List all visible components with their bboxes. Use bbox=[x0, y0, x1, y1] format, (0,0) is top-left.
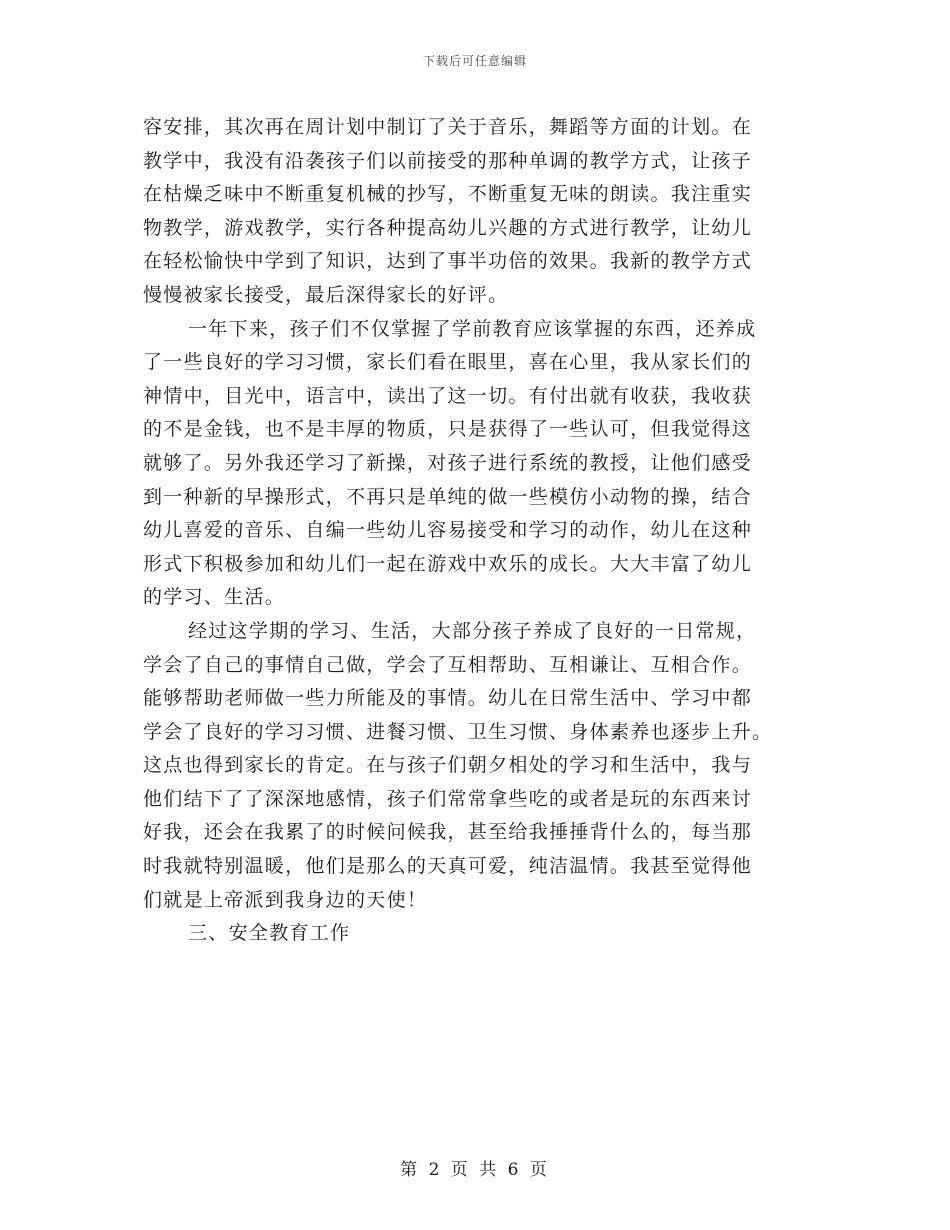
text-line: 们就是上帝派到我身边的天使！ bbox=[143, 888, 428, 911]
text-line: 经过这学期的学习、生活，大部分孩子养成了良好的一日常规， bbox=[188, 619, 757, 642]
text-line: 在枯燥乏味中不断重复机械的抄写，不断重复无味的朗读。我注重实 bbox=[143, 183, 753, 206]
page-footer: 第 2 页 共 6 页 bbox=[400, 1160, 550, 1180]
text-line: 的学习、生活。 bbox=[143, 586, 286, 609]
text-line: 就够了。另外我还学习了新操，对孩子进行系统的教授，让他们感受 bbox=[143, 451, 753, 474]
text-line: 一年下来，孩子们不仅掌握了学前教育应该掌握的东西，还养成 bbox=[188, 317, 757, 340]
text-line: 的不是金钱，也不是丰厚的物质，只是获得了一些认可，但我觉得这 bbox=[143, 418, 753, 441]
body-text bbox=[143, 111, 813, 951]
text-line: 了一些良好的学习习惯，家长们看在眼里，喜在心里，我从家长们的 bbox=[143, 351, 753, 374]
text-line: 学会了良好的学习习惯、进餐习惯、卫生习惯、身体素养也逐步上升。 bbox=[143, 720, 773, 743]
text-line: 慢慢被家长接受，最后深得家长的好评。 bbox=[143, 283, 509, 306]
text-line: 这点也得到家长的肯定。在与孩子们朝夕相处的学习和生活中，我与 bbox=[143, 754, 753, 777]
text-line: 教学中，我没有沿袭孩子们以前接受的那种单调的教学方式，让孩子 bbox=[143, 149, 753, 172]
text-line: 幼儿喜爱的音乐、自编一些幼儿容易接受和学习的动作，幼儿在这种 bbox=[143, 519, 753, 542]
text-line: 形式下积极参加和幼儿们一起在游戏中欢乐的成长。大大丰富了幼儿 bbox=[143, 552, 753, 575]
text-line: 物教学，游戏教学，实行各种提高幼儿兴趣的方式进行教学，让幼儿 bbox=[143, 216, 753, 239]
text-line: 时我就特别温暖，他们是那么的天真可爱，纯洁温情。我甚至觉得他 bbox=[143, 855, 753, 878]
text-line: 三、安全教育工作 bbox=[188, 922, 351, 945]
text-line: 学会了自己的事情自己做，学会了互相帮助、互相谦让、互相合作。 bbox=[143, 653, 753, 676]
text-line: 容安排，其次再在周计划中制订了关于音乐，舞蹈等方面的计划。在 bbox=[143, 116, 753, 138]
text-line: 在轻松愉快中学到了知识，达到了事半功倍的效果。我新的教学方式 bbox=[143, 250, 753, 273]
text-line: 好我，还会在我累了的时候问候我，甚至给我捶捶背什么的，每当那 bbox=[143, 821, 753, 844]
text-line: 他们结下了了深深地感情，孩子们常常拿些吃的或者是玩的东西来讨 bbox=[143, 787, 753, 810]
text-line: 到一种新的早操形式，不再只是单纯的做一些模仿小动物的操，结合 bbox=[143, 485, 753, 508]
page-header: 下载后可任意编辑 bbox=[422, 54, 527, 68]
text-line: 神情中，目光中，语言中，读出了这一切。有付出就有收获，我收获 bbox=[143, 384, 753, 407]
text-line: 能够帮助老师做一些力所能及的事情。幼儿在日常生活中、学习中都 bbox=[143, 687, 753, 710]
